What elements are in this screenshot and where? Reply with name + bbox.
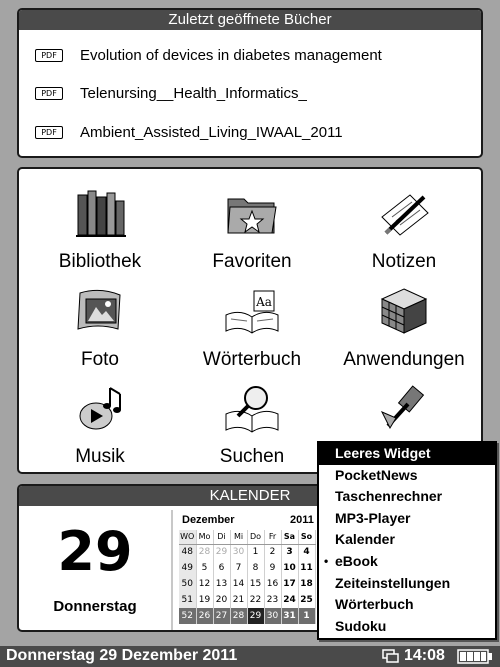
- favorites-folder-icon: [222, 187, 282, 239]
- calendar-day[interactable]: 1: [247, 544, 264, 560]
- app-label: Musik: [75, 446, 125, 467]
- app-dictionary[interactable]: [176, 277, 328, 375]
- calendar-day[interactable]: 10: [281, 560, 298, 576]
- battery-icon: [457, 649, 493, 664]
- week-number: 50: [179, 576, 196, 592]
- menu-item-empty-widget[interactable]: [319, 443, 495, 465]
- calendar-divider: [171, 510, 173, 632]
- book-title: Ambient_Assisted_Living_IWAAL_2011: [80, 123, 343, 141]
- calendar-day[interactable]: 15: [247, 576, 264, 592]
- menu-item-label: PocketNews: [335, 466, 418, 483]
- menu-item-sudoku[interactable]: [319, 616, 495, 638]
- calendar-day[interactable]: 18: [298, 576, 315, 592]
- current-day-number: 29: [57, 520, 133, 583]
- calendar-day[interactable]: 30: [264, 608, 281, 624]
- calendar-today[interactable]: 29: [247, 608, 264, 624]
- calendar-year: 2011: [290, 514, 314, 526]
- recent-book-item[interactable]: [19, 40, 481, 70]
- sync-icon: [382, 649, 399, 664]
- search-book-icon: [222, 382, 282, 434]
- app-search[interactable]: [176, 374, 328, 472]
- weekday-header: Mo: [196, 530, 213, 544]
- weekday-header: Fr: [264, 530, 281, 544]
- calendar-day[interactable]: 25: [298, 592, 315, 608]
- weekday-header: Mi: [230, 530, 247, 544]
- calendar-grid: [179, 530, 316, 624]
- menu-item-label: Zeiteinstellungen: [335, 574, 451, 591]
- calendar-week-row: [179, 544, 315, 560]
- app-label: Suchen: [219, 446, 285, 467]
- calendar-day[interactable]: 4: [298, 544, 315, 560]
- status-time: 14:08: [404, 647, 445, 664]
- calendar-day[interactable]: 8: [247, 560, 264, 576]
- current-weekday: Donnerstag: [53, 598, 137, 615]
- pdf-icon: PDF: [35, 126, 63, 139]
- pdf-icon: PDF: [35, 87, 63, 100]
- weekday-header: Di: [213, 530, 230, 544]
- calendar-day[interactable]: 20: [213, 592, 230, 608]
- calendar-day[interactable]: 1: [298, 608, 315, 624]
- week-number: 51: [179, 592, 196, 608]
- app-applications[interactable]: [328, 277, 480, 375]
- menu-item-ebook[interactable]: [319, 551, 495, 573]
- week-number: 48: [179, 544, 196, 560]
- settings-icon: [374, 382, 434, 434]
- calendar-day[interactable]: 24: [281, 592, 298, 608]
- calendar-day[interactable]: 13: [213, 576, 230, 592]
- menu-item-pocketnews[interactable]: [319, 465, 495, 487]
- calendar-day[interactable]: 28: [196, 544, 213, 560]
- menu-item-label: MP3-Player: [335, 509, 411, 526]
- music-icon: [70, 382, 130, 434]
- calendar-header-row: [179, 530, 315, 544]
- library-icon: [70, 187, 130, 239]
- recent-books-title: Zuletzt geöffnete Bücher: [19, 10, 481, 30]
- weekday-header: Do: [247, 530, 264, 544]
- calendar-day[interactable]: 7: [230, 560, 247, 576]
- notes-icon: [374, 187, 434, 239]
- calendar-day[interactable]: 6: [213, 560, 230, 576]
- status-date: Donnerstag 29 Dezember 2011: [6, 647, 238, 664]
- calendar-month: Dezember: [182, 514, 235, 526]
- calendar-week-row: [179, 560, 315, 576]
- recent-book-item[interactable]: [19, 117, 481, 147]
- calendar-day[interactable]: 11: [298, 560, 315, 576]
- calendar-day[interactable]: 3: [281, 544, 298, 560]
- menu-item-label: Leeres Widget: [335, 445, 431, 461]
- menu-item-mp3-player[interactable]: [319, 508, 495, 530]
- pdf-icon: PDF: [35, 49, 63, 62]
- menu-item-label: Taschenrechner: [335, 488, 443, 505]
- calendar-day[interactable]: 16: [264, 576, 281, 592]
- app-label: Anwendungen: [343, 349, 465, 370]
- calendar-day[interactable]: 21: [230, 592, 247, 608]
- dictionary-icon: [222, 285, 282, 337]
- app-label: Wörterbuch: [202, 349, 302, 370]
- app-label: Favoriten: [212, 251, 292, 272]
- calendar-week-row: [179, 576, 315, 592]
- menu-item-calendar[interactable]: [319, 529, 495, 551]
- weekday-header: Sa: [281, 530, 298, 544]
- calendar-day[interactable]: 5: [196, 560, 213, 576]
- calendar-day[interactable]: 14: [230, 576, 247, 592]
- app-photo[interactable]: [24, 277, 176, 375]
- app-grid-panel: [17, 167, 483, 474]
- recent-books-panel: [17, 8, 483, 158]
- selected-bullet-icon: •: [324, 554, 329, 568]
- app-notes[interactable]: [328, 179, 480, 277]
- app-label: Notizen: [371, 251, 437, 272]
- week-column-header: WO: [179, 530, 196, 544]
- calendar-day[interactable]: 22: [247, 592, 264, 608]
- week-number: 52: [179, 608, 196, 624]
- calendar-day[interactable]: 12: [196, 576, 213, 592]
- calendar-day[interactable]: 31: [281, 608, 298, 624]
- calendar-day[interactable]: 28: [230, 608, 247, 624]
- calendar-day[interactable]: 17: [281, 576, 298, 592]
- app-label: Foto: [80, 349, 120, 370]
- book-title: Evolution of devices in diabetes management: [80, 46, 382, 64]
- calendar-day[interactable]: 27: [213, 608, 230, 624]
- menu-item-label: eBook: [335, 553, 378, 569]
- svg-text:Aa: Aa: [256, 295, 272, 309]
- calendar-day[interactable]: 9: [264, 560, 281, 576]
- app-favorites[interactable]: [176, 179, 328, 277]
- menu-item-time-settings[interactable]: [319, 573, 495, 595]
- calendar-week-row: [179, 592, 315, 608]
- book-title: Telenursing__Health_Informatics_: [80, 84, 307, 102]
- menu-item-label: Sudoku: [335, 617, 387, 634]
- calendar-day[interactable]: 19: [196, 592, 213, 608]
- menu-item-label: Wörterbuch: [335, 596, 414, 613]
- menu-item-label: Kalender: [335, 531, 395, 548]
- calendar-day[interactable]: 29: [213, 544, 230, 560]
- week-number: 49: [179, 560, 196, 576]
- widget-selection-menu[interactable]: [317, 441, 497, 640]
- weekday-header: So: [298, 530, 315, 544]
- menu-item-dictionary[interactable]: [319, 594, 495, 616]
- photo-icon: [70, 285, 130, 337]
- menu-item-calculator[interactable]: [319, 486, 495, 508]
- calendar-day[interactable]: 2: [264, 544, 281, 560]
- recent-book-item[interactable]: [19, 78, 481, 108]
- status-bar: [0, 646, 500, 667]
- applications-cube-icon: [374, 285, 434, 337]
- calendar-title: KALENDER: [19, 486, 481, 506]
- calendar-day[interactable]: 26: [196, 608, 213, 624]
- app-label: Bibliothek: [58, 251, 142, 272]
- calendar-current-week-row: [179, 608, 315, 624]
- calendar-day[interactable]: 23: [264, 592, 281, 608]
- app-music[interactable]: [24, 374, 176, 472]
- calendar-day[interactable]: 30: [230, 544, 247, 560]
- app-library[interactable]: [24, 179, 176, 277]
